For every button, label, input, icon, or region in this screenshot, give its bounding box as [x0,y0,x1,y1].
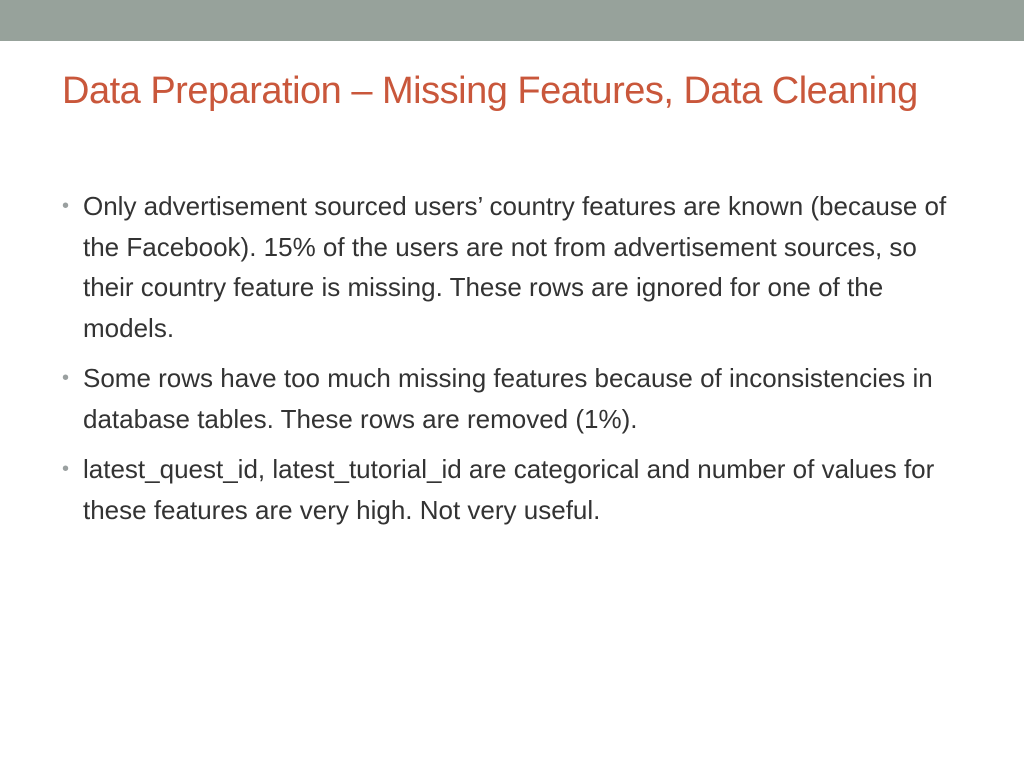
bullet-dot-icon: • [62,367,70,389]
bullet-dot-icon: • [62,195,70,217]
bullet-text: Only advertisement sourced users’ country features are known (because of the Facebook). 15% of the users are not from advertisement sources, so their country feature is missing. These rows are ignored for one of the models. [83,191,947,343]
bullet-dot-icon: • [62,458,70,480]
bullet-text: latest_quest_id, latest_tutorial_id are categorical and number of values for these features are very high. Not very useful. [83,454,935,525]
bullet-text: Some rows have too much missing features because of inconsistencies in database tables. These rows are removed (1%). [83,363,933,434]
bullet-item [62,358,962,439]
top-accent-bar [0,0,1024,41]
slide-title: Data Preparation – Missing Features, Data Cleaning [62,70,918,112]
bullet-list [62,186,962,540]
bullet-item [62,186,962,348]
bullet-item [62,449,962,530]
